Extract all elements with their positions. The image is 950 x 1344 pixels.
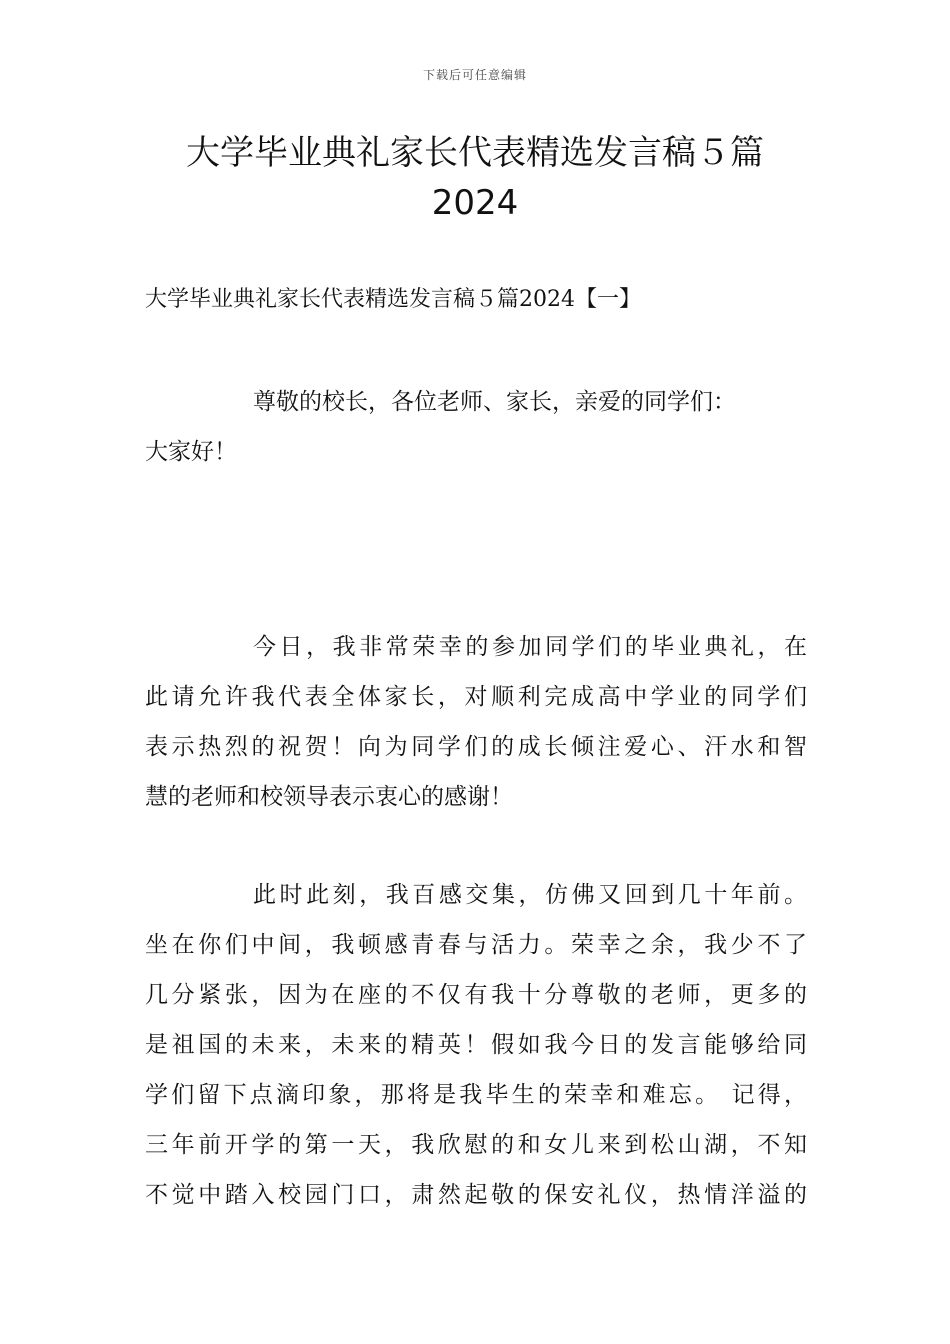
paragraph-line: 尊敬的校长，各位老师、家长，亲爱的同学们： bbox=[253, 389, 736, 415]
document-title-line-2: 2024 bbox=[431, 183, 519, 223]
document-title-line-1: 大学毕业典礼家长代表精选发言稿５篇 bbox=[186, 133, 764, 173]
body-paragraph-2 bbox=[145, 870, 807, 1220]
document-title bbox=[120, 128, 830, 228]
paragraph-line: 此时此刻，我百感交集，仿佛又回到几十年前。 bbox=[253, 882, 807, 908]
paragraph-line: 大家好！ bbox=[145, 439, 237, 465]
paragraph-line: 不觉中踏入校园门口，肃然起敬的保安礼仪，热情洋溢的 bbox=[145, 1182, 807, 1208]
paragraph-line: 慧的老师和校领导表示衷心的感谢！ bbox=[145, 784, 513, 810]
section-heading: 大学毕业典礼家长代表精选发言稿５篇2024【一】 bbox=[145, 287, 641, 312]
header-note: 下载后可任意编辑 bbox=[422, 68, 527, 82]
paragraph-line: 此请允许我代表全体家长，对顺利完成高中学业的同学们 bbox=[145, 684, 807, 710]
paragraph-line: 坐在你们中间，我顿感青春与活力。荣幸之余，我少不了 bbox=[145, 932, 807, 958]
paragraph-line: 是祖国的未来，未来的精英！假如我今日的发言能够给同 bbox=[145, 1032, 807, 1058]
paragraph-line: 三年前开学的第一天，我欣慰的和女儿来到松山湖，不知 bbox=[145, 1132, 807, 1158]
paragraph-line: 学们留下点滴印象，那将是我毕生的荣幸和难忘。 记得， bbox=[145, 1082, 807, 1108]
greeting-paragraph bbox=[145, 377, 807, 477]
body-paragraph-1 bbox=[145, 622, 807, 822]
paragraph-line: 表示热烈的祝贺！向为同学们的成长倾注爱心、汗水和智 bbox=[145, 734, 807, 760]
paragraph-line: 几分紧张，因为在座的不仅有我十分尊敬的老师，更多的 bbox=[145, 982, 807, 1008]
paragraph-line: 今日，我非常荣幸的参加同学们的毕业典礼，在 bbox=[253, 634, 807, 660]
